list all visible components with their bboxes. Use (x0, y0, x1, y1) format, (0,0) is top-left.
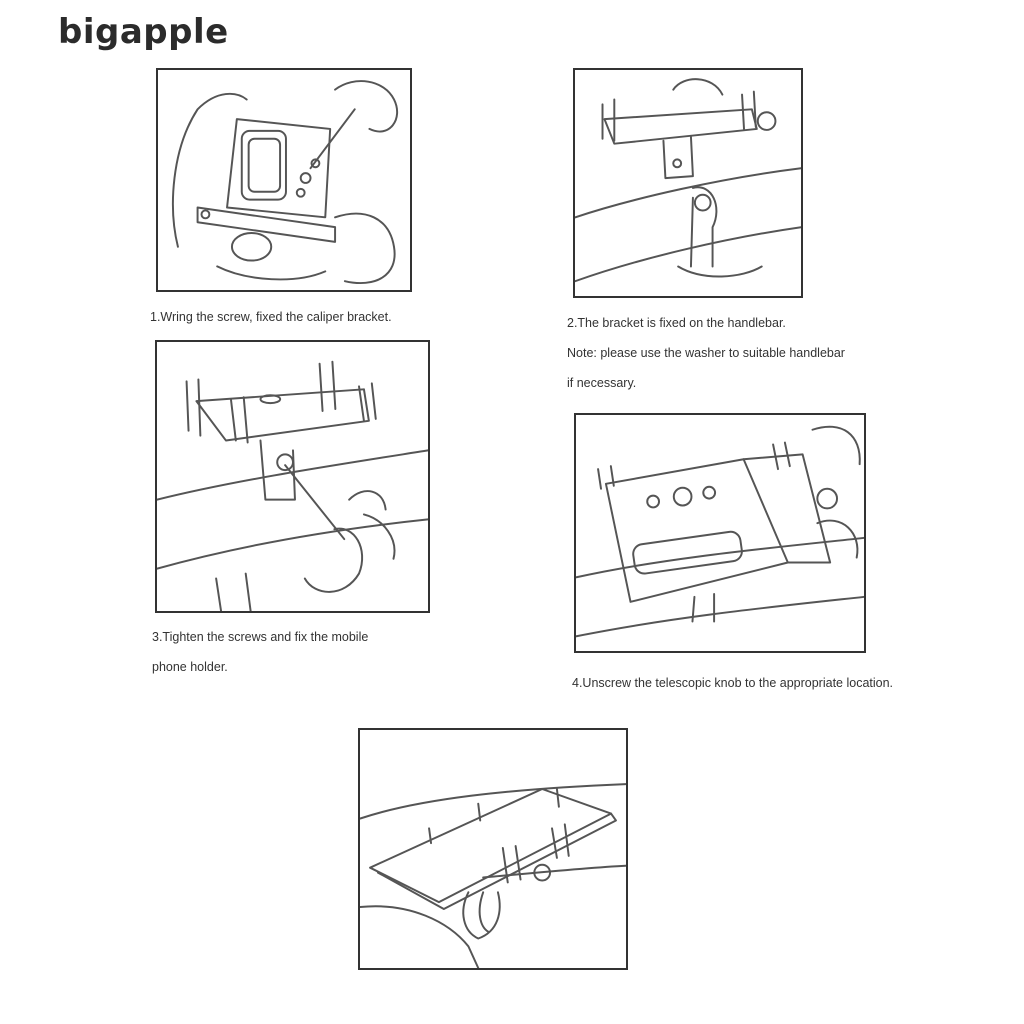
step-1-illustration (156, 68, 412, 292)
step-3-illustration (155, 340, 430, 613)
step-3-caption (152, 622, 368, 682)
step-2-caption-line-1: 2.The bracket is fixed on the handlebar. (567, 316, 786, 330)
step-4-caption (572, 668, 893, 698)
step-4-caption-line: 4.Unscrew the telescopic knob to the appropriate location. (572, 676, 894, 690)
step-1-caption-line: 1.Wring the screw, fixed the caliper bracket. (150, 310, 392, 324)
step-2-caption-line-2: Note: please use the washer to suitable handlebar (567, 346, 845, 360)
final-result-illustration (358, 728, 628, 970)
step-3-caption-line-2: phone holder. (152, 660, 228, 674)
step-2-caption (567, 308, 845, 398)
step-2-caption-line-3: if necessary. (567, 376, 637, 390)
step-4-illustration (574, 413, 866, 653)
step-2-illustration (573, 68, 803, 298)
step-1-caption (150, 302, 392, 332)
step-3-caption-line-1: 3.Tighten the screws and fix the mobile (152, 630, 369, 644)
brand-logo: bigapple (58, 12, 229, 52)
